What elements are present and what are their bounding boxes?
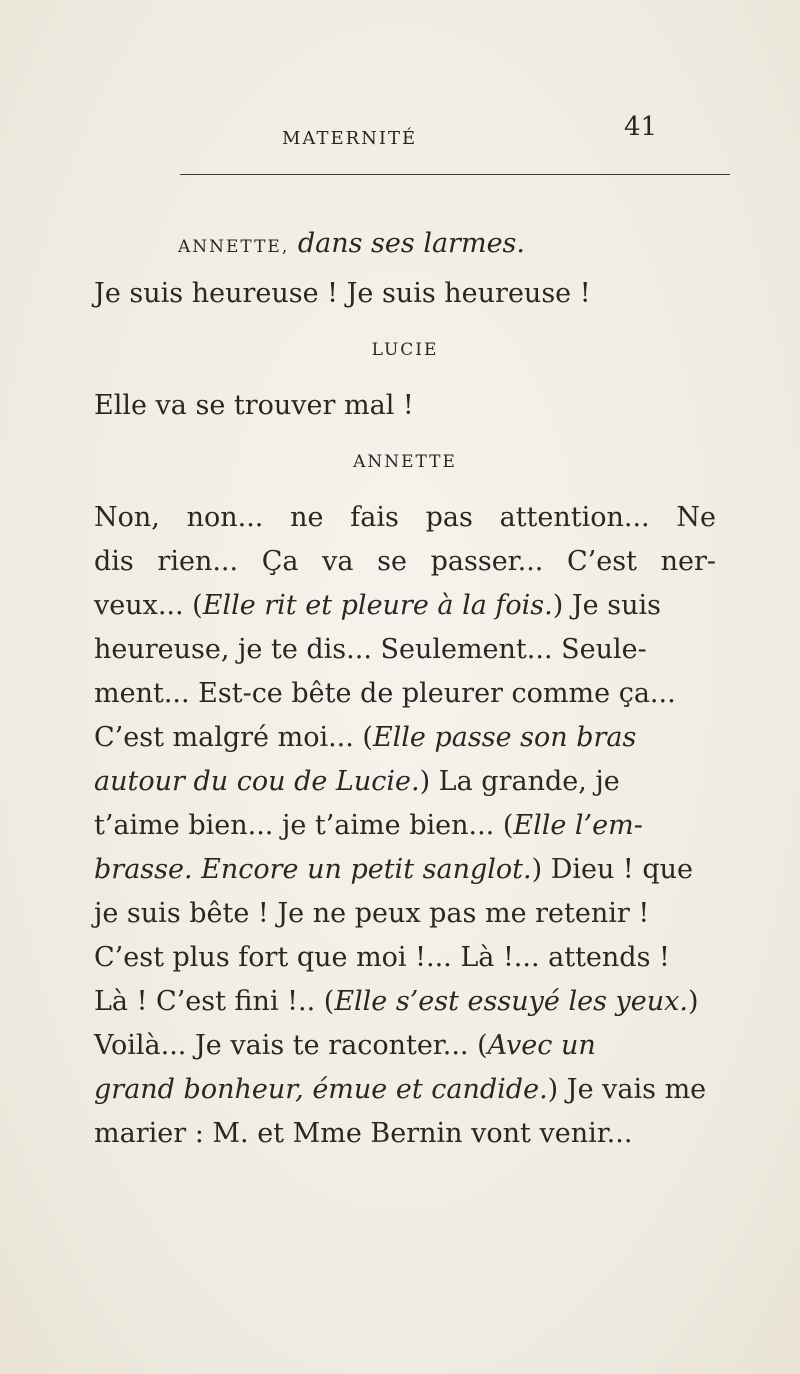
speech-paragraph <box>94 496 716 1156</box>
stage-direction: Elle l’em- <box>513 810 643 841</box>
speaker-name: ANNETTE, <box>178 237 290 257</box>
speech-line <box>94 848 716 892</box>
speech-line <box>94 1068 716 1112</box>
speech-text: ) Je suis <box>552 590 661 621</box>
speech-text: veux... ( <box>94 590 203 621</box>
speech-line <box>94 540 716 584</box>
stage-heading-annette <box>178 222 716 266</box>
stage-direction: Elle passe son bras <box>372 722 637 753</box>
speech-line: je suis bête ! Je ne peux pas me retenir ! <box>94 898 650 929</box>
header-rule <box>180 174 730 175</box>
speech-line: heureuse, je te dis... Seulement... Seule- <box>94 634 647 665</box>
speech-text: Là ! C’est fini !.. ( <box>94 986 335 1017</box>
stage-direction: autour du cou de Lucie. <box>94 766 420 797</box>
speech-line: Elle va se trouver mal ! <box>94 390 414 421</box>
speech-line <box>94 584 716 628</box>
stage-direction: Elle s’est essuyé les yeux. <box>334 986 688 1017</box>
speaker-name: ANNETTE <box>353 452 457 472</box>
stage-direction: Avec un <box>487 1030 596 1061</box>
speech-line <box>94 804 716 848</box>
speech-text: ) Je vais me <box>547 1074 707 1105</box>
page-number: 41 <box>624 112 658 142</box>
page-header <box>180 110 730 180</box>
speech-text: C’est malgré moi... ( <box>94 722 373 753</box>
speech-line <box>94 980 716 1024</box>
speech-line <box>94 1024 716 1068</box>
running-title: MATERNITÉ <box>282 128 418 149</box>
stage-direction: Elle rit et pleure à la fois. <box>202 590 553 621</box>
speech-line <box>94 716 716 760</box>
speech-text: Non, non... ne fais pas attention... Ne <box>94 502 716 533</box>
speech-line: C’est plus fort que moi !... Là !... attends ! <box>94 942 670 973</box>
stage-direction: dans ses larmes. <box>297 228 525 259</box>
speech-text: ) <box>687 986 699 1017</box>
speaker-name: LUCIE <box>371 340 439 360</box>
speech-line <box>94 496 716 540</box>
speech-text: Voilà... Je vais te raconter... ( <box>94 1030 488 1061</box>
speech-line <box>94 760 716 804</box>
stage-direction: grand bonheur, émue et candide. <box>94 1074 548 1105</box>
speech-text: t’aime bien... je t’aime bien... ( <box>94 810 514 841</box>
speech-line: Je suis heureuse ! Je suis heureuse ! <box>94 278 591 309</box>
speech-line: ment... Est-ce bête de pleurer comme ça... <box>94 678 676 709</box>
play-text <box>94 222 716 1156</box>
stage-direction: brasse. Encore un petit sanglot. <box>94 854 532 885</box>
speech-text: ) Dieu ! que <box>531 854 694 885</box>
speech-line: marier : M. et Mme Bernin vont venir... <box>94 1118 633 1149</box>
speech-text: ) La grande, je <box>419 766 620 797</box>
speech-text: dis rien... Ça va se passer... C’est ner- <box>94 546 716 577</box>
